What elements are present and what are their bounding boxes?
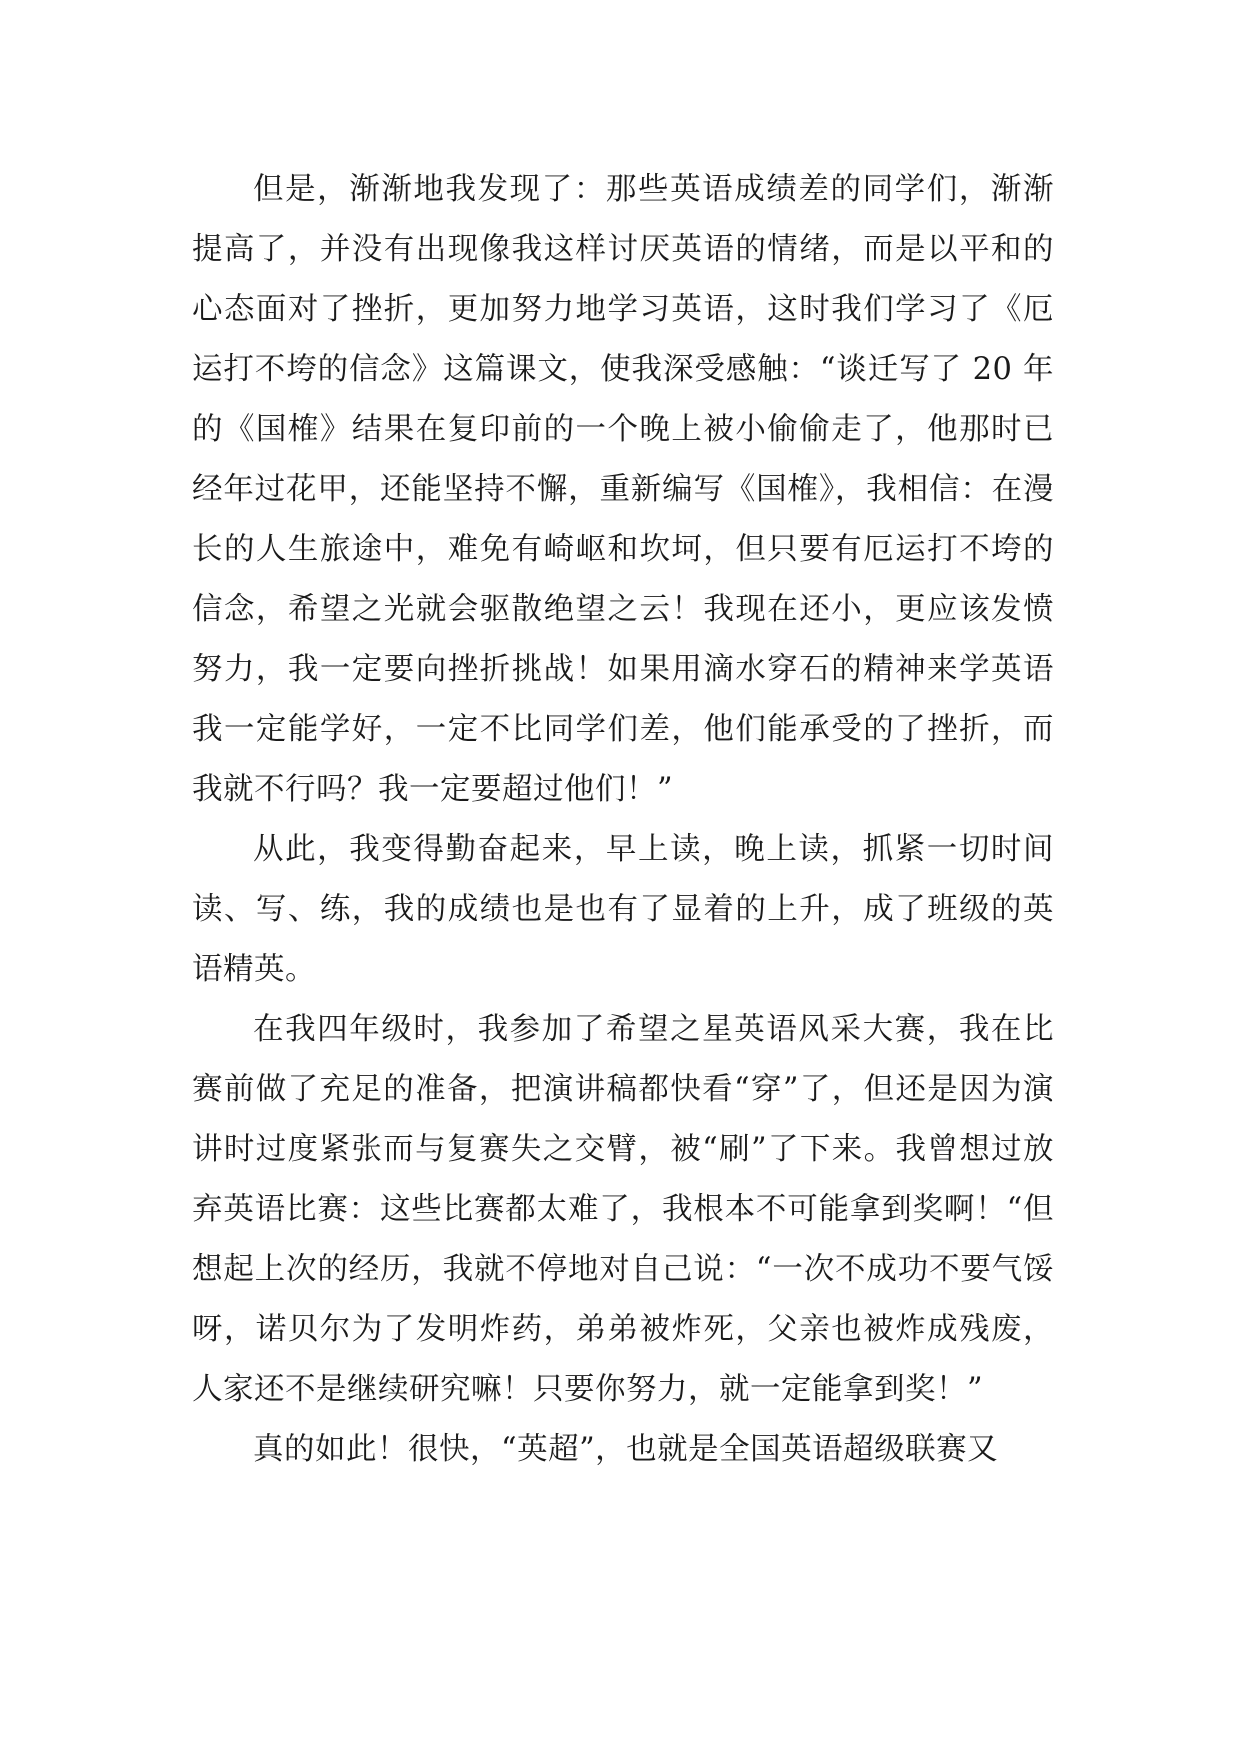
document-body: [192, 160, 1054, 1480]
paragraph-2: 从此，我变得勤奋起来，早上读，晚上读，抓紧一切时间读、写、练，我的成绩也是也有了显着的上升，成了班级的英语精英。: [192, 832, 1054, 987]
paragraph-3: 在我四年级时，我参加了希望之星英语风采大赛，我在比赛前做了充足的准备，把演讲稿都快看“穿”了，但还是因为演讲时过度紧张而与复赛失之交臂，被“刷”了下来。我曾想过放弃英语比赛：这些比赛都太难了，我根本不可能拿到奖啊！“但想起上次的经历，我就不停地对自己说：“一次不成功不要气馁呀，诺贝尔为了发明炸药，弟弟被炸死，父亲也被炸成残废，人家还不是继续研究嘛！只要你努力，就一定能拿到奖！”: [192, 1012, 1054, 1407]
paragraph-1: 但是，渐渐地我发现了：那些英语成绩差的同学们，渐渐提高了，并没有出现像我这样讨厌英语的情绪，而是以平和的心态面对了挫折，更加努力地学习英语，这时我们学习了《厄运打不垮的信念》这篇课文，使我深受感触：“谈迁写了 20 年的《国榷》结果在复印前的一个晚上被小偷偷走了，他那时已经年过花甲，还能坚持不懈，重新编写《国榷》，我相信：在漫长的人生旅途中，难免有崎岖和坎坷，但只要有厄运打不垮的信念，希望之光就会驱散绝望之云！我现在还小，更应该发愤努力，我一定要向挫折挑战！如果用滴水穿石的精神来学英语我一定能学好，一定不比同学们差，他们能承受的了挫折，而我就不行吗？我一定要超过他们！”: [192, 172, 1054, 807]
paragraph-4: 真的如此！很快，“英超”，也就是全国英语超级联赛又: [253, 1432, 999, 1467]
